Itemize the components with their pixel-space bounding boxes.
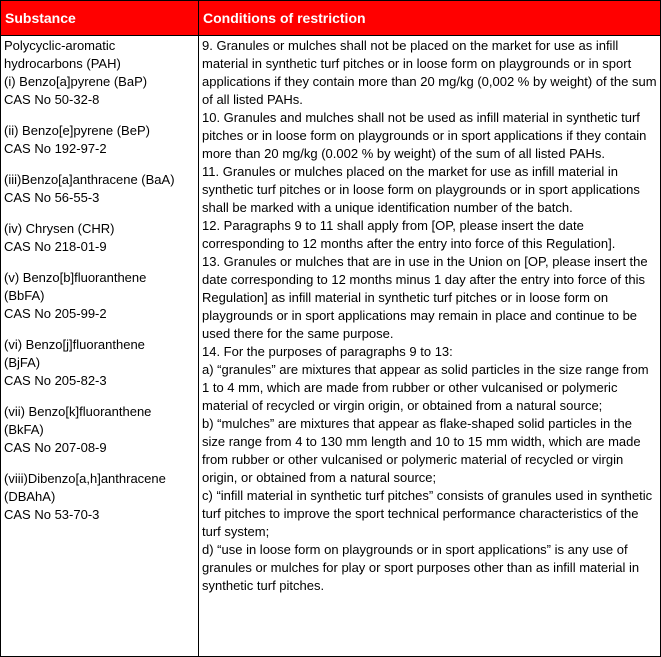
substance-spacer [4, 109, 196, 122]
table-header [1, 1, 660, 36]
substance-spacer [4, 256, 196, 269]
substance-entry [4, 470, 196, 524]
substance-line: (viii)Dibenzo[a,h]anthracene [4, 471, 166, 486]
substance-line: (iii)Benzo[a]anthracene (BaA) [4, 172, 175, 187]
condition-paragraph: 13. Granules or mulches that are in use in the Union on [OP, please insert the date corresponding to 12 months minus 1 day after the entry into force of this Regulation] as infill material in synthetic turf pitches or in loose form on playgrounds or in sport applications may remain in place and continue to be used there for the same purpose. [202, 254, 648, 341]
condition-paragraph: d) “use in loose form on playgrounds or in sport applications” is any use of granules or mulches for play or sport purposes other than as infill material in synthetic turf pitches. [202, 542, 640, 593]
substance-line: CAS No 205-82-3 [4, 373, 107, 388]
substance-line: CAS No 56-55-3 [4, 190, 100, 205]
substance-line: (vii) Benzo[k]fluoranthene [4, 404, 152, 419]
substance-line: CAS No 50-32-8 [4, 92, 100, 107]
substance-spacer [4, 158, 196, 171]
substance-line: (iv) Chrysen (CHR) [4, 221, 115, 236]
substance-line: CAS No 53-70-3 [4, 507, 100, 522]
substance-line: (BkFA) [4, 422, 44, 437]
substance-line: CAS No 205-99-2 [4, 306, 107, 321]
header-substance: Substance [5, 10, 76, 26]
substance-entry [4, 220, 196, 256]
column-divider [198, 1, 199, 656]
substance-spacer [4, 323, 196, 336]
condition-paragraph: 9. Granules or mulches shall not be placed on the market for use as infill material in synthetic turf pitches or in loose form on playgrounds or in sport applications if they contain more than 20 mg/kg (0,002 % by weight) of the sum of all listed PAHs. [202, 38, 657, 107]
substance-line: (BjFA) [4, 355, 41, 370]
substance-line: (ii) Benzo[e]pyrene (BeP) [4, 123, 150, 138]
substance-line: CAS No 192-97-2 [4, 141, 107, 156]
substance-line: (vi) Benzo[j]fluoranthene [4, 337, 145, 352]
substance-entry [4, 403, 196, 457]
substance-spacer [4, 390, 196, 403]
substance-line: CAS No 207-08-9 [4, 440, 107, 455]
substance-spacer [4, 207, 196, 220]
conditions-column [202, 37, 658, 595]
substance-line: (v) Benzo[b]fluoranthene [4, 270, 147, 285]
substance-column [4, 37, 196, 524]
substance-spacer [4, 457, 196, 470]
condition-paragraph: 12. Paragraphs 9 to 11 shall apply from [OP, please insert the date corresponding to 12 months after the entry into force of this Regulation]. [202, 218, 616, 251]
substance-line: (DBAhA) [4, 489, 56, 504]
condition-paragraph: 11. Granules or mulches placed on the market for use as infill material in synthetic turf pitches or in loose form on playgrounds or in sport applications shall be marked with a unique identification number of the batch. [202, 164, 640, 215]
condition-paragraph: c) “infill material in synthetic turf pitches” consists of granules used in synthetic turf pitches to improve the sport technical performance characteristics of the turf system; [202, 488, 653, 539]
condition-paragraph: b) “mulches” are mixtures that appear as flake-shaped solid particles in the size range from 4 to 130 mm length and 10 to 15 mm width, which are made from rubber or other vulcanised or polymeric material of recycled or virgin origin, or obtained from a natural source; [202, 416, 641, 485]
condition-paragraph: a) “granules” are mixtures that appear as solid particles in the size range from 1 to 4 mm, which are made from rubber or other vulcanised or polymeric material of recycled or virgin origin, or obtained from a natural source; [202, 362, 649, 413]
condition-paragraph: 10. Granules and mulches shall not be used as infill material in synthetic turf pitches or in loose form on playgrounds or in sport applications if they contain more than 20 mg/kg (0.002 % by weight) of the sum of all listed PAHs. [202, 110, 647, 161]
substance-entry [4, 336, 196, 390]
condition-paragraph: 14. For the purposes of paragraphs 9 to 13: [202, 344, 453, 359]
substance-line: Polycyclic-aromatic [4, 38, 116, 53]
substance-line: (i) Benzo[a]pyrene (BaP) [4, 74, 148, 89]
substance-line: (BbFA) [4, 288, 45, 303]
substance-line: hydrocarbons (PAH) [4, 56, 121, 71]
substance-line: CAS No 218-01-9 [4, 239, 107, 254]
header-conditions: Conditions of restriction [203, 10, 366, 26]
substance-entry [4, 269, 196, 323]
substance-entry [4, 171, 196, 207]
substance-entry [4, 37, 196, 109]
substance-entry [4, 122, 196, 158]
